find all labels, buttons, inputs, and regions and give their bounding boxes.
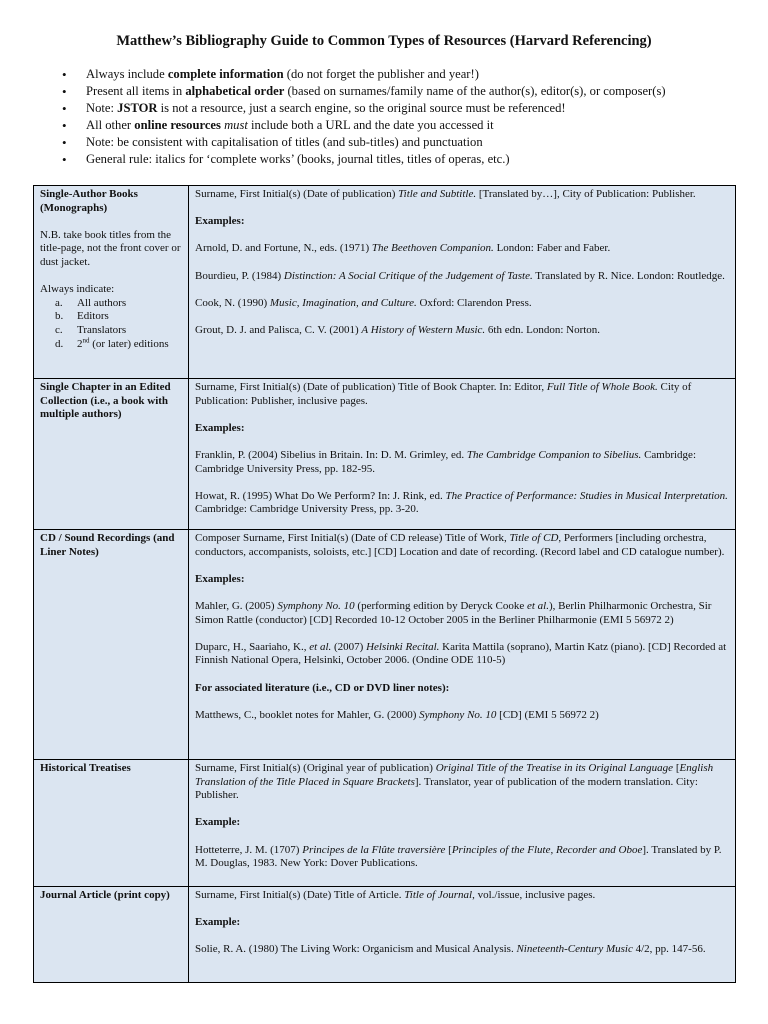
row-note: N.B. take book titles from the title-page, not the front cover or dust jacket.: [40, 228, 181, 268]
guidelines-list: [62, 66, 762, 169]
list-item: a. All authors: [55, 296, 127, 309]
example-entry: Howat, R. (1995) What Do We Perform? In: J. Rink, ed. The Practice of Performance: Studies in Musical Interpretation. Cambridge: Cambridge University Press, pp. 3-20.: [195, 489, 728, 516]
table-row: [34, 186, 736, 379]
page-title: Matthew’s Bibliography Guide to Common Types of Resources (Harvard Referencing): [116, 33, 652, 49]
row-label: CD / Sound Recordings (and Liner Notes): [40, 532, 175, 558]
example-entry: Solie, R. A. (1980) The Living Work: Organicism and Musical Analysis. Nineteenth-Century Music 4/2, pp. 147-56.: [195, 943, 706, 956]
list-item: c. Translators: [55, 323, 127, 336]
list-item: d. 2nd (or later) editions: [55, 335, 169, 350]
row-label-cell: [34, 379, 189, 530]
table-row: [34, 379, 736, 530]
guideline-item: • Present all items in alphabetical order (based on surnames/family name of the author(s), editor(s), or composer(s): [62, 83, 762, 100]
guideline-item: • Note: JSTOR is not a resource, just a search engine, so the original source must be referenced!: [62, 100, 762, 117]
row-label-cell: [34, 530, 189, 760]
guideline-item: • Always include complete information (do not forget the publisher and year!): [62, 66, 762, 83]
example-entry: Hotteterre, J. M. (1707) Principes de la Flûte traversière [Principles of the Flute, Recorder and Oboe]. Translated by P. M. Douglas, 1983. New York: Dover Publications.: [195, 843, 722, 870]
indicate-list: [40, 297, 183, 351]
example-entry: Grout, D. J. and Palisca, C. V. (2001) A History of Western Music. 6th edn. London: Norton.: [195, 323, 601, 336]
format-template: Surname, First Initial(s) (Original year of publication) Original Title of the Treatise in its Original Language [English Translation of the Title Placed in Square Brackets]. Translator, year of publication of the modern translation. City: Publisher.: [195, 762, 714, 802]
reference-table: [33, 185, 736, 983]
row-label-cell: [34, 186, 189, 379]
examples-heading: Examples:: [195, 572, 245, 585]
row-label-cell: [34, 760, 189, 887]
row-label: Historical Treatises: [40, 762, 131, 774]
example-entry: Arnold, D. and Fortune, N., eds. (1971) The Beethoven Companion. London: Faber and Faber.: [195, 242, 611, 255]
table-row: [34, 760, 736, 887]
row-label: Single Chapter in an Edited Collection (i.e., a book with multiple authors): [40, 381, 171, 421]
format-template: Surname, First Initial(s) (Date) Title of Article. Title of Journal, vol./issue, inclusive pages.: [195, 889, 596, 901]
example-entry: Mahler, G. (2005) Symphony No. 10 (performing edition by Deryck Cooke et al.), Berlin Philharmonic Orchestra, Sir Simon Rattle (conductor) [CD] Recorded 10-12 October 2005 in the Berliner Philharmonie (EMI 5 56972 2): [195, 599, 712, 626]
guideline-item: • Note: be consistent with capitalisation of titles (and sub-titles) and punctuation: [62, 134, 762, 151]
row-content-cell: [189, 530, 736, 760]
row-content-cell: [189, 760, 736, 887]
example-entry: Franklin, P. (2004) Sibelius in Britain. In: D. M. Grimley, ed. The Cambridge Companion to Sibelius. Cambridge: Cambridge University Press, pp. 182-95.: [195, 448, 696, 475]
example-heading: Example:: [195, 816, 241, 829]
guideline-item: • All other online resources must include both a URL and the date you accessed it: [62, 117, 762, 134]
format-template: Composer Surname, First Initial(s) (Date of CD release) Title of Work, Title of CD, Performers [including orchestra, conductors, accompanists, soloists, etc.] [CD] Location and date of recording. (Record label and CD catalogue number).: [195, 532, 725, 558]
row-label: Journal Article (print copy): [40, 889, 170, 901]
example-entry: Duparc, H., Saariaho, K., et al. (2007) Helsinki Recital. Karita Mattila (soprano), Martin Katz (piano). [CD] Recorded at Finnish National Opera, Helsinki, October 2006. (Ondine ODE 110-5): [195, 640, 727, 667]
row-content-cell: [189, 887, 736, 983]
row-content-cell: [189, 186, 736, 379]
example-entry: Cook, N. (1990) Music, Imagination, and Culture. Oxford: Clarendon Press.: [195, 296, 532, 309]
row-content-cell: [189, 379, 736, 530]
format-template: Surname, First Initial(s) (Date of publication) Title and Subtitle. [Translated by…], City of Publication: Publisher.: [195, 188, 696, 200]
list-item: b. Editors: [55, 310, 109, 323]
example-entry: Matthews, C., booklet notes for Mahler, G. (2000) Symphony No. 10 [CD] (EMI 5 56972 2): [195, 708, 599, 721]
example-entry: Bourdieu, P. (1984) Distinction: A Social Critique of the Judgement of Taste. Translated by R. Nice. London: Routledge.: [195, 269, 725, 282]
example-heading: Example:: [195, 916, 241, 929]
row-label: Single-Author Books (Monographs): [40, 188, 138, 214]
liner-notes-heading: For associated literature (i.e., CD or DVD liner notes):: [195, 681, 450, 694]
guideline-item: • General rule: italics for ‘complete works’ (books, journal titles, titles of operas, etc.): [62, 151, 762, 168]
format-template: Surname, First Initial(s) (Date of publication) Title of Book Chapter. In: Editor, Full Title of Whole Book. City of Publication: Publisher, inclusive pages.: [195, 381, 692, 407]
table-row: [34, 530, 736, 760]
examples-heading: Examples:: [195, 215, 245, 228]
indicate-label: Always indicate:: [40, 283, 115, 296]
table-row: [34, 887, 736, 983]
examples-heading: Examples:: [195, 421, 245, 434]
row-label-cell: [34, 887, 189, 983]
